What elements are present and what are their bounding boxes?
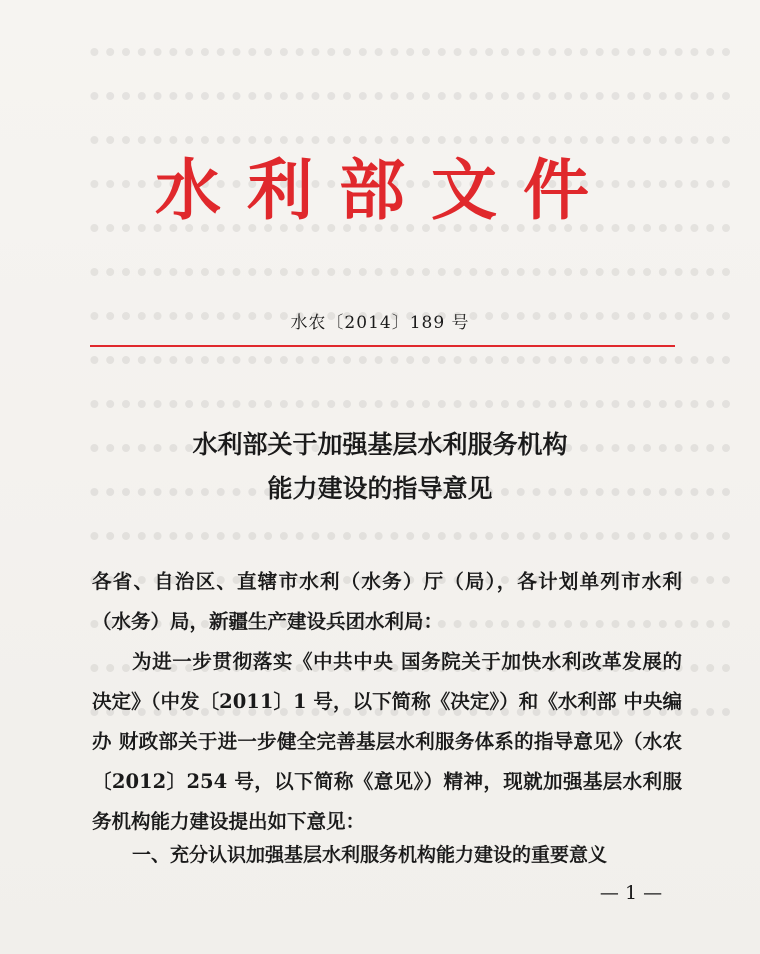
document-title-line-1: 水利部关于加强基层水利服务机构 bbox=[192, 430, 568, 459]
document-body bbox=[92, 562, 682, 842]
page-number: — 1 — bbox=[599, 882, 663, 904]
body-paragraph-1: 为进一步贯彻落实《中共中央 国务院关于加快水利改革发展的决定》（中发〔2011〕1 号，以下简称《决定》）和《水利部 中央编办 财政部关于进一步健全完善基层水利服务体系的指导意见》（水农〔2012〕254 号，以下简称《意见》）精神，现就加强基层水利服务机构能力建设提出如下意见： bbox=[92, 650, 682, 833]
recipients-paragraph: 各省、自治区、直辖市水利（水务）厅（局），各计划单列市水利（水务）局，新疆生产建设兵团水利局： bbox=[92, 570, 682, 633]
section-heading: 一、充分认识加强基层水利服务机构能力建设的重要意义 bbox=[132, 844, 608, 866]
red-divider-line bbox=[90, 345, 675, 347]
document-number: 水农〔2014〕189 号 bbox=[290, 313, 470, 333]
document-title bbox=[0, 423, 760, 511]
document-header-title: 水利部文件 bbox=[155, 151, 615, 229]
document-title-line-2: 能力建设的指导意见 bbox=[267, 474, 493, 503]
